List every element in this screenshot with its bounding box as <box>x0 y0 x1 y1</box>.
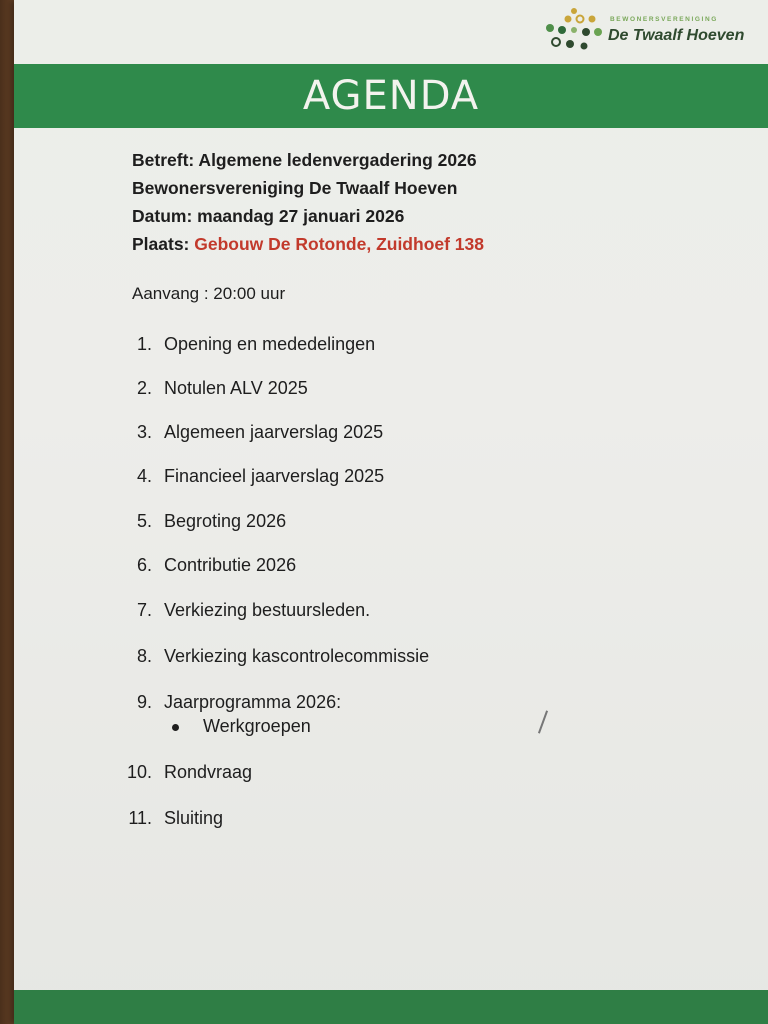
agenda-item <box>118 334 375 355</box>
page-title: AGENDA <box>302 73 480 119</box>
agenda-item <box>118 692 341 713</box>
agenda-item <box>118 762 252 783</box>
footer-band <box>14 990 768 1024</box>
agenda-item-number: 2. <box>136 378 152 398</box>
agenda-item-number: 6. <box>136 555 152 575</box>
agenda-item-number: 9. <box>136 692 152 712</box>
agenda-item-number: 10. <box>126 762 152 782</box>
agenda-item-number: 5. <box>136 511 152 531</box>
place-line <box>132 230 484 258</box>
date-line: Datum: maandag 27 januari 2026 <box>132 206 405 226</box>
dots-logo-icon <box>540 6 608 52</box>
agenda-item-text: Verkiezing kascontrolecommissie <box>164 646 430 666</box>
agenda-item <box>118 808 223 829</box>
sub-item <box>172 716 311 737</box>
agenda-sheet <box>14 0 768 1024</box>
place-label: Plaats: <box>132 234 190 254</box>
agenda-item-number: 1. <box>136 334 152 354</box>
agenda-item <box>118 422 383 443</box>
subject-line: Betreft: Algemene ledenvergadering 2026 <box>132 150 477 170</box>
agenda-item-number: 4. <box>136 466 152 486</box>
agenda-item-text: Begroting 2026 <box>164 511 287 531</box>
agenda-item <box>118 600 370 621</box>
meeting-details <box>132 146 484 258</box>
agenda-item-number: 8. <box>136 646 152 666</box>
logo-name: De Twaalf Hoeven <box>608 27 745 44</box>
agenda-item-text: Contributie 2026 <box>164 555 297 575</box>
bullet-icon <box>172 724 179 731</box>
agenda-item <box>118 646 429 667</box>
agenda-item-text: Sluiting <box>164 808 224 828</box>
agenda-item-number: 3. <box>136 422 152 442</box>
title-banner <box>14 64 768 128</box>
agenda-item-number: 7. <box>136 600 152 620</box>
agenda-item-text: Verkiezing bestuursleden. <box>164 600 371 620</box>
pen-mark <box>538 710 548 733</box>
sub-item-text: Werkgroepen <box>203 716 311 736</box>
place-value: Gebouw De Rotonde, Zuidhoef 138 <box>194 234 484 254</box>
agenda-item-text: Notulen ALV 2025 <box>164 378 308 398</box>
agenda-item <box>118 378 308 399</box>
association-line: Bewonersvereniging De Twaalf Hoeven <box>132 178 458 198</box>
agenda-item-text: Algemeen jaarverslag 2025 <box>164 422 384 442</box>
agenda-item <box>118 466 384 487</box>
logo-small-text: BEWONERSVERENIGING <box>610 16 718 23</box>
agenda-item-text: Opening en mededelingen <box>164 334 376 354</box>
agenda-item-text: Jaarprogramma 2026: <box>164 692 342 712</box>
association-logo <box>540 6 745 52</box>
agenda-item <box>118 511 286 532</box>
start-time: Aanvang : 20:00 uur <box>132 284 286 303</box>
agenda-item-number: 11. <box>128 808 152 828</box>
agenda-item-text: Rondvraag <box>164 762 253 782</box>
agenda-item-text: Financieel jaarverslag 2025 <box>164 466 385 486</box>
agenda-item <box>118 555 296 576</box>
